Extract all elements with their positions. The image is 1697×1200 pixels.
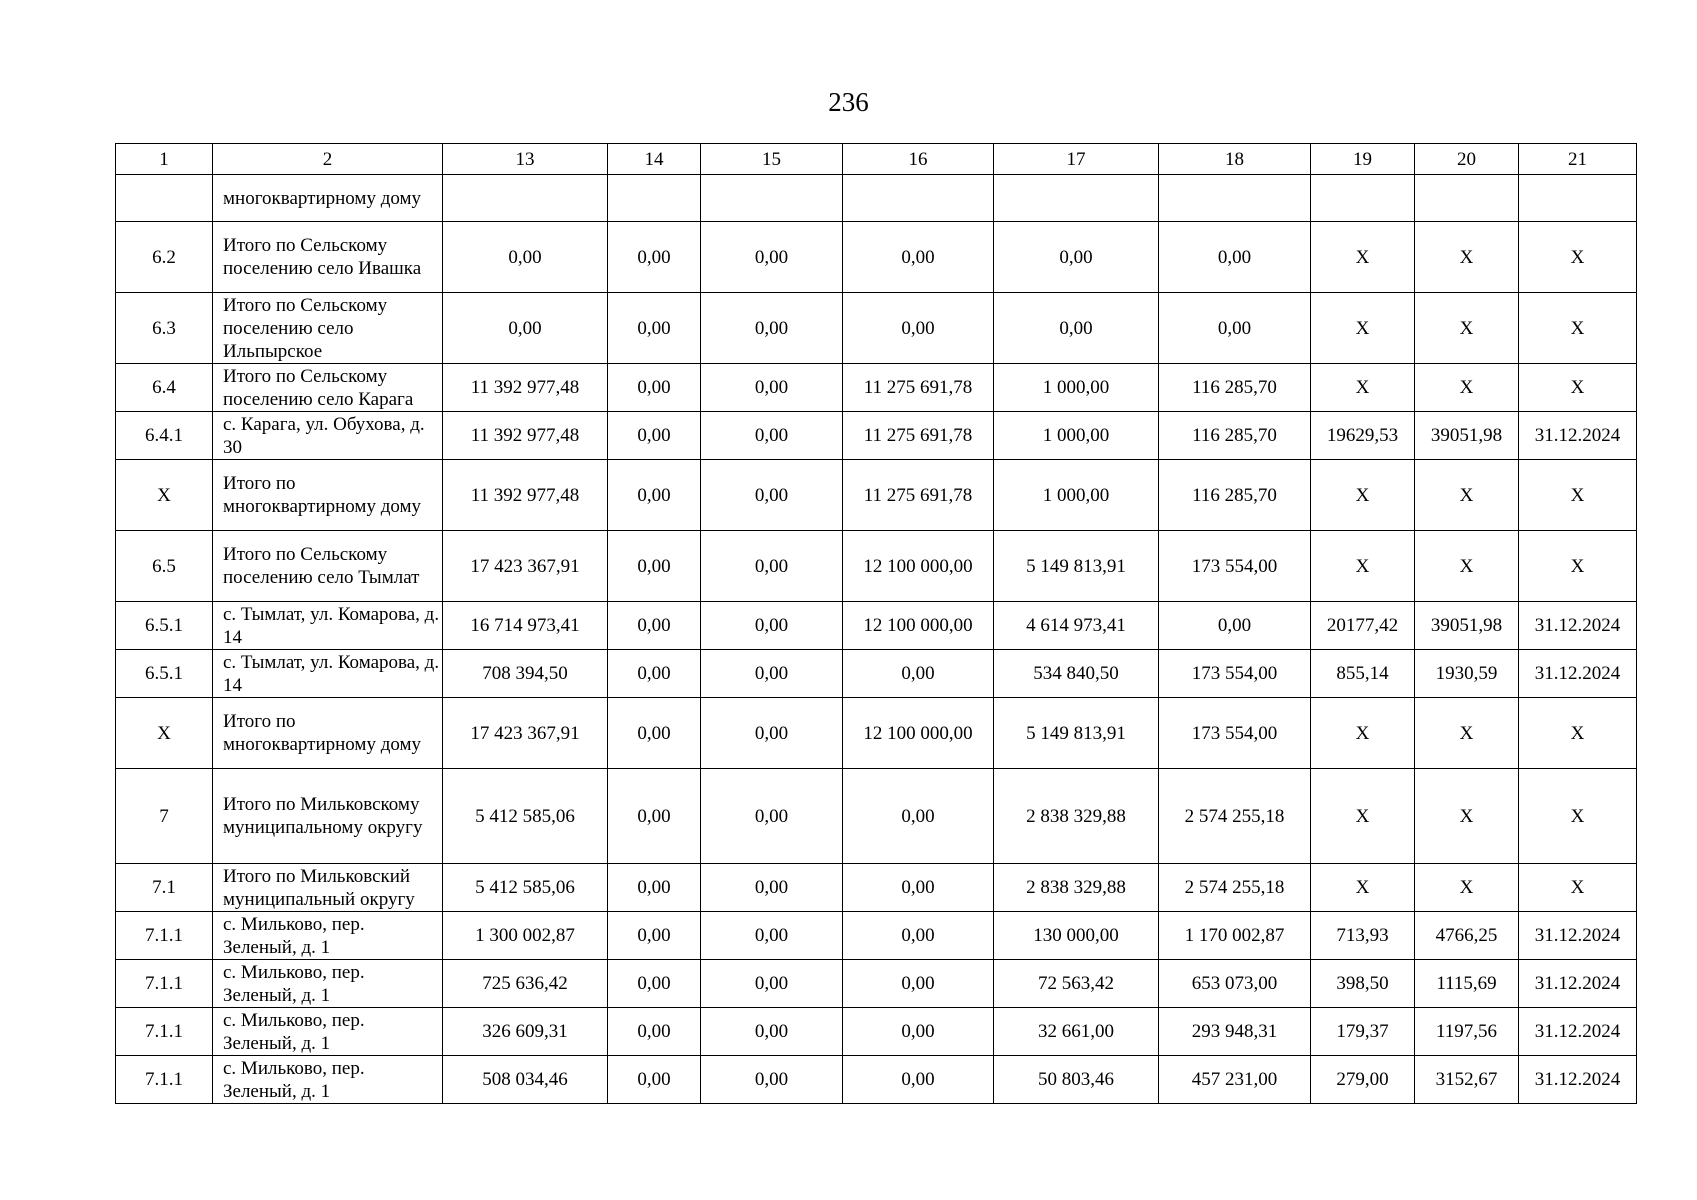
value-cell: 31.12.2024 [1519, 960, 1637, 1008]
value-cell: 12 100 000,00 [843, 531, 994, 602]
row-name-cell: Итого по Сельскому поселению село Тымлат [213, 531, 443, 602]
value-cell: 11 392 977,48 [443, 364, 608, 412]
row-number-cell: 6.4 [116, 364, 213, 412]
value-cell: 4 614 973,41 [994, 602, 1159, 650]
value-cell: 31.12.2024 [1519, 412, 1637, 460]
column-number-header: 19 [1311, 144, 1415, 175]
value-cell: 0,00 [608, 1008, 701, 1056]
value-cell [1519, 175, 1637, 222]
value-cell: 293 948,31 [1159, 1008, 1311, 1056]
value-cell: 4766,25 [1415, 912, 1519, 960]
column-number-header: 17 [994, 144, 1159, 175]
value-cell: 1 000,00 [994, 364, 1159, 412]
value-cell: 0,00 [701, 460, 843, 531]
row-name-cell: Итого по Сельскому поселению село Ивашка [213, 222, 443, 293]
value-cell: 31.12.2024 [1519, 1056, 1637, 1104]
value-cell: 1 300 002,87 [443, 912, 608, 960]
value-cell: 11 392 977,48 [443, 460, 608, 531]
value-cell: 0,00 [608, 293, 701, 364]
value-cell: 0,00 [701, 769, 843, 864]
row-number-cell: 7.1 [116, 864, 213, 912]
value-cell: X [1311, 769, 1415, 864]
value-cell: 173 554,00 [1159, 698, 1311, 769]
value-cell: 173 554,00 [1159, 531, 1311, 602]
value-cell: X [1311, 222, 1415, 293]
row-name-cell: с. Мильково, пер. Зеленый, д. 1 [213, 912, 443, 960]
value-cell: 0,00 [608, 1056, 701, 1104]
value-cell: 0,00 [608, 531, 701, 602]
row-number-cell: X [116, 698, 213, 769]
value-cell: X [1311, 460, 1415, 531]
value-cell [608, 175, 701, 222]
row-number-cell: 7.1.1 [116, 912, 213, 960]
value-cell: 0,00 [843, 650, 994, 698]
value-cell: 2 574 255,18 [1159, 864, 1311, 912]
value-cell: X [1415, 293, 1519, 364]
value-cell: 0,00 [701, 364, 843, 412]
value-cell: X [1311, 698, 1415, 769]
table-row [116, 293, 1637, 364]
row-number-cell: 7.1.1 [116, 960, 213, 1008]
value-cell: 0,00 [608, 460, 701, 531]
value-cell: 1 000,00 [994, 412, 1159, 460]
value-cell: 12 100 000,00 [843, 602, 994, 650]
value-cell: 116 285,70 [1159, 364, 1311, 412]
value-cell: 0,00 [608, 769, 701, 864]
table-header-row [116, 144, 1637, 175]
value-cell: 0,00 [701, 602, 843, 650]
value-cell: 326 609,31 [443, 1008, 608, 1056]
row-number-cell: 6.5.1 [116, 650, 213, 698]
value-cell: 0,00 [1159, 602, 1311, 650]
value-cell: 31.12.2024 [1519, 650, 1637, 698]
value-cell: 0,00 [994, 293, 1159, 364]
value-cell: 279,00 [1311, 1056, 1415, 1104]
row-name-cell: с. Мильково, пер. Зеленый, д. 1 [213, 960, 443, 1008]
table-row [116, 531, 1637, 602]
value-cell: 708 394,50 [443, 650, 608, 698]
table-row [116, 602, 1637, 650]
value-cell: 17 423 367,91 [443, 531, 608, 602]
value-cell: 130 000,00 [994, 912, 1159, 960]
value-cell: 12 100 000,00 [843, 698, 994, 769]
value-cell: 534 840,50 [994, 650, 1159, 698]
value-cell: 0,00 [608, 864, 701, 912]
value-cell [443, 175, 608, 222]
value-cell: 5 149 813,91 [994, 531, 1159, 602]
value-cell: 173 554,00 [1159, 650, 1311, 698]
value-cell: X [1415, 698, 1519, 769]
value-cell: 1 170 002,87 [1159, 912, 1311, 960]
value-cell: 855,14 [1311, 650, 1415, 698]
value-cell: 1930,59 [1415, 650, 1519, 698]
value-cell: X [1415, 769, 1519, 864]
value-cell: X [1415, 864, 1519, 912]
row-name-cell: с. Тымлат, ул. Комарова, д. 14 [213, 602, 443, 650]
table-row [116, 460, 1637, 531]
value-cell: 0,00 [843, 1056, 994, 1104]
value-cell [1415, 175, 1519, 222]
value-cell: X [1311, 293, 1415, 364]
value-cell: 2 838 329,88 [994, 864, 1159, 912]
row-number-cell: 7.1.1 [116, 1008, 213, 1056]
value-cell: X [1415, 364, 1519, 412]
value-cell: 0,00 [1159, 222, 1311, 293]
row-number-cell: 7 [116, 769, 213, 864]
value-cell: 0,00 [701, 412, 843, 460]
column-number-header: 18 [1159, 144, 1311, 175]
value-cell: 0,00 [443, 293, 608, 364]
value-cell: 19629,53 [1311, 412, 1415, 460]
value-cell: X [1415, 531, 1519, 602]
value-cell: 32 661,00 [994, 1008, 1159, 1056]
value-cell: 0,00 [701, 293, 843, 364]
value-cell: 5 412 585,06 [443, 864, 608, 912]
table-row [116, 175, 1637, 222]
value-cell: 50 803,46 [994, 1056, 1159, 1104]
value-cell: X [1415, 460, 1519, 531]
column-number-header: 1 [116, 144, 213, 175]
row-number-cell [116, 175, 213, 222]
value-cell: 0,00 [701, 960, 843, 1008]
value-cell: X [1519, 769, 1637, 864]
value-cell: 72 563,42 [994, 960, 1159, 1008]
value-cell: 457 231,00 [1159, 1056, 1311, 1104]
value-cell: 0,00 [701, 222, 843, 293]
value-cell: X [1519, 864, 1637, 912]
row-name-cell: с. Мильково, пер. Зеленый, д. 1 [213, 1056, 443, 1104]
row-name-cell: Итого по Мильковскому муниципальному округу [213, 769, 443, 864]
table-row [116, 912, 1637, 960]
value-cell: 31.12.2024 [1519, 912, 1637, 960]
row-number-cell: 6.3 [116, 293, 213, 364]
value-cell: 0,00 [701, 1056, 843, 1104]
value-cell: 1 000,00 [994, 460, 1159, 531]
value-cell [994, 175, 1159, 222]
value-cell [1311, 175, 1415, 222]
value-cell: 713,93 [1311, 912, 1415, 960]
value-cell: 5 149 813,91 [994, 698, 1159, 769]
value-cell: 39051,98 [1415, 602, 1519, 650]
value-cell: 0,00 [608, 650, 701, 698]
row-name-cell: с. Мильково, пер. Зеленый, д. 1 [213, 1008, 443, 1056]
value-cell: 0,00 [843, 912, 994, 960]
value-cell: 0,00 [1159, 293, 1311, 364]
value-cell: 31.12.2024 [1519, 1008, 1637, 1056]
row-name-cell: с. Карага, ул. Обухова, д. 30 [213, 412, 443, 460]
column-number-header: 2 [213, 144, 443, 175]
table-row [116, 864, 1637, 912]
value-cell: 0,00 [994, 222, 1159, 293]
data-table [115, 143, 1637, 1104]
value-cell: 11 275 691,78 [843, 412, 994, 460]
value-cell: 0,00 [608, 602, 701, 650]
value-cell: 2 838 329,88 [994, 769, 1159, 864]
table-row [116, 698, 1637, 769]
value-cell: 1197,56 [1415, 1008, 1519, 1056]
value-cell: 20177,42 [1311, 602, 1415, 650]
column-number-header: 15 [701, 144, 843, 175]
value-cell: 0,00 [843, 222, 994, 293]
value-cell: 0,00 [608, 364, 701, 412]
value-cell: 0,00 [843, 1008, 994, 1056]
value-cell: X [1519, 531, 1637, 602]
value-cell: 11 392 977,48 [443, 412, 608, 460]
value-cell: 16 714 973,41 [443, 602, 608, 650]
table-row [116, 364, 1637, 412]
value-cell: 0,00 [843, 864, 994, 912]
value-cell: X [1519, 222, 1637, 293]
value-cell: 1115,69 [1415, 960, 1519, 1008]
table-row [116, 769, 1637, 864]
value-cell: X [1519, 364, 1637, 412]
value-cell: 179,37 [1311, 1008, 1415, 1056]
column-number-header: 14 [608, 144, 701, 175]
column-number-header: 21 [1519, 144, 1637, 175]
value-cell: 653 073,00 [1159, 960, 1311, 1008]
value-cell: 0,00 [843, 293, 994, 364]
row-name-cell: Итого по многоквартирному дому [213, 698, 443, 769]
value-cell: 0,00 [608, 960, 701, 1008]
row-name-cell: Итого по Сельскому поселению село Ильпырское [213, 293, 443, 364]
value-cell: 116 285,70 [1159, 460, 1311, 531]
row-name-cell: Итого по Сельскому поселению село Карага [213, 364, 443, 412]
table-row [116, 1056, 1637, 1104]
column-number-header: 20 [1415, 144, 1519, 175]
row-number-cell: X [116, 460, 213, 531]
value-cell: 2 574 255,18 [1159, 769, 1311, 864]
row-number-cell: 7.1.1 [116, 1056, 213, 1104]
column-number-header: 13 [443, 144, 608, 175]
value-cell: 39051,98 [1415, 412, 1519, 460]
value-cell: 398,50 [1311, 960, 1415, 1008]
page-number: 236 [828, 87, 869, 117]
value-cell: X [1519, 698, 1637, 769]
value-cell: 31.12.2024 [1519, 602, 1637, 650]
row-name-cell: многоквартирному дому [213, 175, 443, 222]
value-cell [1159, 175, 1311, 222]
row-number-cell: 6.5 [116, 531, 213, 602]
value-cell: 5 412 585,06 [443, 769, 608, 864]
value-cell [701, 175, 843, 222]
value-cell: 508 034,46 [443, 1056, 608, 1104]
table-row [116, 222, 1637, 293]
value-cell: 0,00 [701, 650, 843, 698]
value-cell: X [1311, 531, 1415, 602]
value-cell: 0,00 [701, 864, 843, 912]
value-cell: 17 423 367,91 [443, 698, 608, 769]
value-cell: 3152,67 [1415, 1056, 1519, 1104]
table-row [116, 960, 1637, 1008]
value-cell: 116 285,70 [1159, 412, 1311, 460]
value-cell: X [1519, 460, 1637, 531]
value-cell: 0,00 [608, 698, 701, 769]
table-row [116, 650, 1637, 698]
value-cell: 0,00 [843, 960, 994, 1008]
value-cell: 0,00 [843, 769, 994, 864]
value-cell: X [1415, 222, 1519, 293]
value-cell: 0,00 [701, 698, 843, 769]
table-row [116, 412, 1637, 460]
row-number-cell: 6.2 [116, 222, 213, 293]
row-number-cell: 6.4.1 [116, 412, 213, 460]
value-cell: 11 275 691,78 [843, 460, 994, 531]
value-cell: 0,00 [701, 1008, 843, 1056]
value-cell: 725 636,42 [443, 960, 608, 1008]
value-cell [843, 175, 994, 222]
value-cell: 0,00 [608, 912, 701, 960]
table-row [116, 1008, 1637, 1056]
value-cell: 0,00 [608, 222, 701, 293]
value-cell: X [1519, 293, 1637, 364]
value-cell: 0,00 [701, 912, 843, 960]
row-name-cell: Итого по многоквартирному дому [213, 460, 443, 531]
value-cell: 11 275 691,78 [843, 364, 994, 412]
value-cell: 0,00 [443, 222, 608, 293]
row-name-cell: с. Тымлат, ул. Комарова, д. 14 [213, 650, 443, 698]
column-number-header: 16 [843, 144, 994, 175]
row-name-cell: Итого по Мильковский муниципальный округу [213, 864, 443, 912]
row-number-cell: 6.5.1 [116, 602, 213, 650]
value-cell: 0,00 [608, 412, 701, 460]
value-cell: X [1311, 364, 1415, 412]
value-cell: 0,00 [701, 531, 843, 602]
value-cell: X [1311, 864, 1415, 912]
